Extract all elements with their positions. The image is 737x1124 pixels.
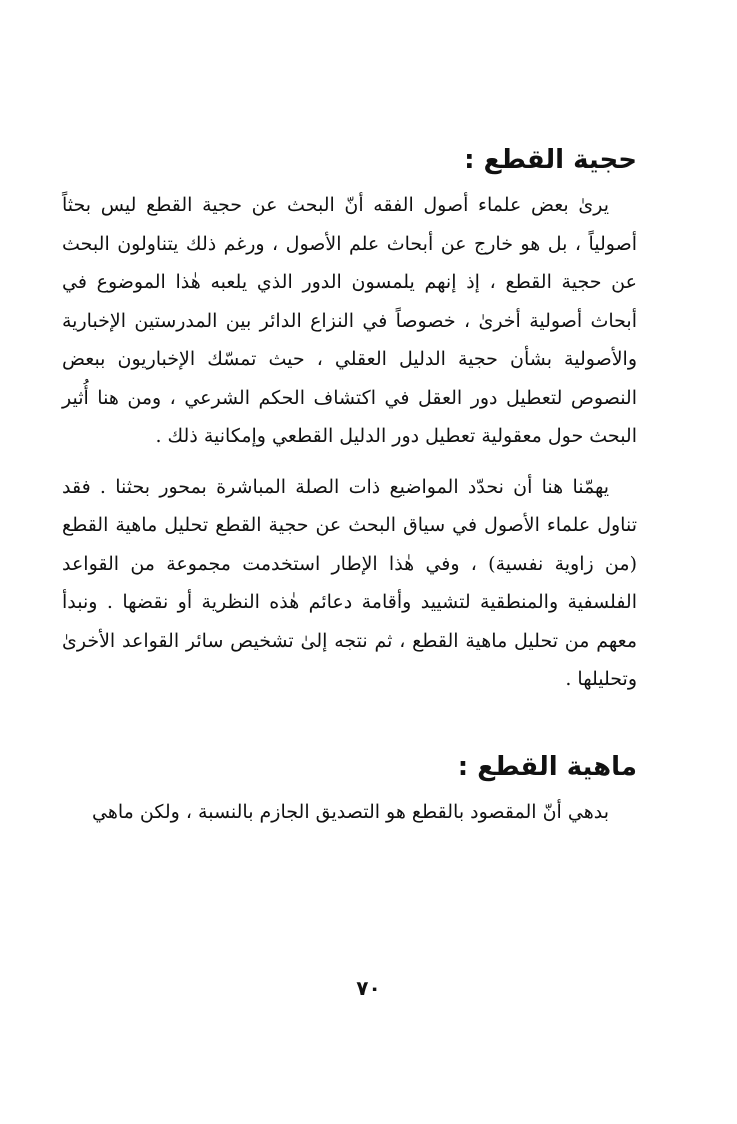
section-gap [62, 699, 637, 747]
paragraph-certainty-authority-2: يهمّنا هنا أن نحدّد المواضيع ذات الصلة المباشرة بمحور بحثنا . فقد تناول علماء الأصول في سياق البحث عن حجية القطع تحليل ماهية القطع (من زاوية نفسية) ، وفي هٰذا الإطار استخدمت مجموعة من القواعد الفلسفية والمنطقية لتشييد وأقامة دعائم هٰذه النظرية أو نقضها . ونبدأ معهم من تحليل ماهية القطع ، ثم نتجه إلىٰ تشخيص سائر القواعد الأخرىٰ وتحليلها . [62, 475, 637, 690]
page-body [62, 140, 637, 831]
section-heading-certainty-authority: حجية القطع : [464, 145, 637, 175]
paragraph-certainty-nature-1: بدهي أنّ المقصود بالقطع هو التصديق الجازم بالنسبة ، ولكن ماهي [92, 800, 609, 823]
section-heading-certainty-nature: ماهية القطع : [457, 751, 637, 782]
paragraph-certainty-authority-1: يرىٰ بعض علماء أصول الفقه أنّ البحث عن حجية القطع ليس بحثاً أصولياً ، بل هو خارج عن أبحاث علم الأصول ، ورغم ذلك يتناولون البحث عن حجية القطع ، إذ إنهم يلمسون الدور الذي يلعبه هٰذا الموضوع في أبحاث أصولية أخرىٰ ، خصوصاً في النزاع الدائر بين المدرستين الإخبارية والأصولية بشأن حجية الدليل العقلي ، حيث تمسّك الإخباريون ببعض النصوص لتعطيل دور العقل في اكتشاف الحكم الشرعي ، ومن هنا أُثير البحث حول معقولية تعطيل دور الدليل القطعي وإمكانية ذلك . [62, 194, 637, 447]
paragraph-gap [62, 456, 637, 468]
page-number: ٧٠ [356, 976, 381, 1000]
